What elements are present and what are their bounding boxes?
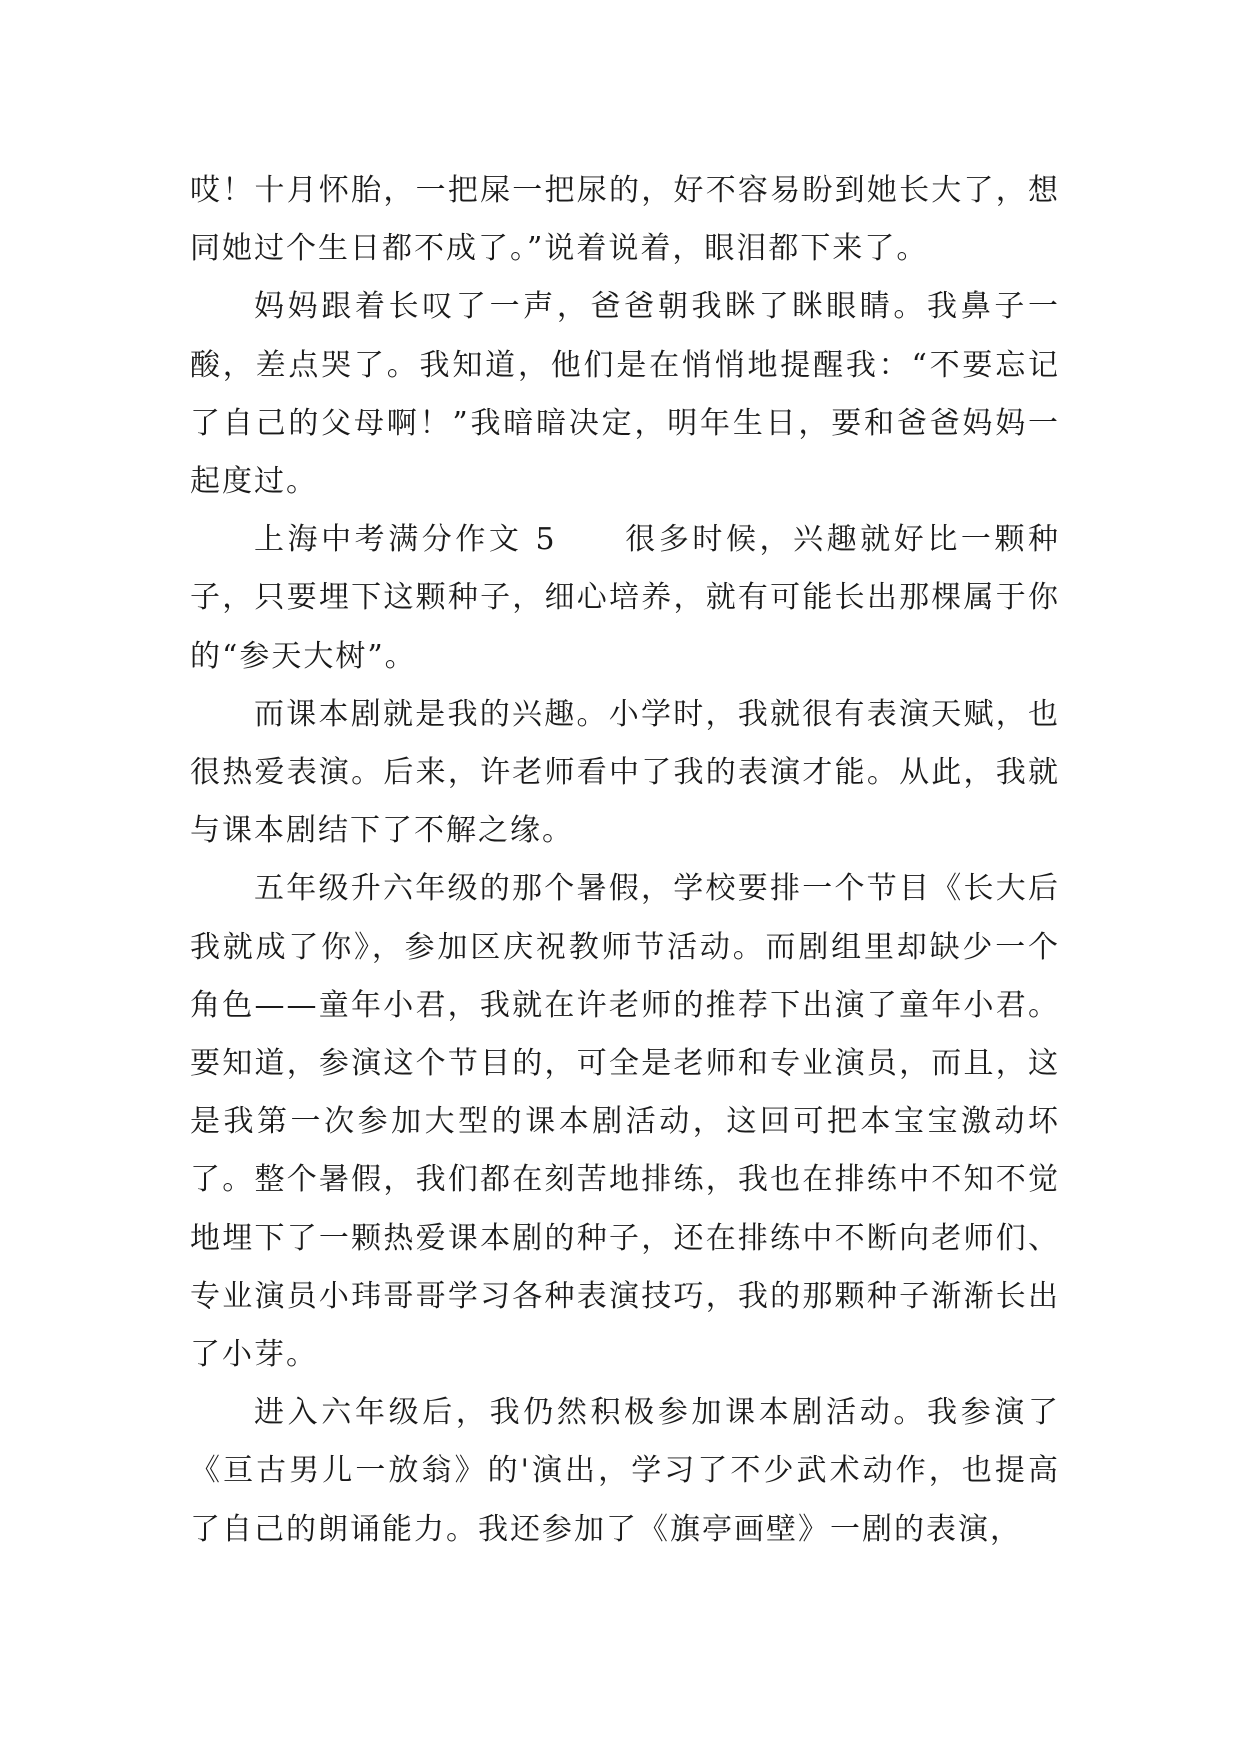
paragraph: 进入六年级后，我仍然积极参加课本剧活动。我参演了《亘古男儿一放翁》的'演出，学习了不少武术动作，也提高了自己的朗诵能力。我还参加了《旗亭画壁》一剧的表演， <box>190 1395 1060 1547</box>
paragraph: 而课本剧就是我的兴趣。小学时，我就很有表演天赋，也很热爱表演。后来，许老师看中了我的表演才能。从此，我就与课本剧结下了不解之缘。 <box>190 696 1060 849</box>
paragraph: 上海中考满分作文 5 很多时候，兴趣就好比一颗种子，只要埋下这颗种子，细心培养，就有可能长出那棵属于你的“参天大树”。 <box>190 522 1060 674</box>
paragraph: 哎！十月怀胎，一把屎一把尿的，好不容易盼到她长大了，想同她过个生日都不成了。”说着说着，眼泪都下来了。 <box>190 173 1060 267</box>
paragraph: 五年级升六年级的那个暑假，学校要排一个节目《长大后我就成了你》，参加区庆祝教师节活动。而剧组里却缺少一个角色——童年小君，我就在许老师的推荐下出演了童年小君。要知道，参演这个节目的，可全是老师和专业演员，而且，这是我第一次参加大型的课本剧活动，这回可把本宝宝激动坏了。整个暑假，我们都在刻苦地排练，我也在排练中不知不觉地埋下了一颗热爱课本剧的种子，还在排练中不断向老师们、专业演员小玮哥哥学习各种表演技巧，我的那颗种子渐渐长出了小芽。 <box>190 871 1060 1373</box>
article-body <box>190 162 1060 1559</box>
paragraph: 妈妈跟着长叹了一声，爸爸朝我眯了眯眼睛。我鼻子一酸，差点哭了。我知道，他们是在悄悄地提醒我：“不要忘记了自己的父母啊！”我暗暗决定，明年生日，要和爸爸妈妈一起度过。 <box>190 289 1060 500</box>
